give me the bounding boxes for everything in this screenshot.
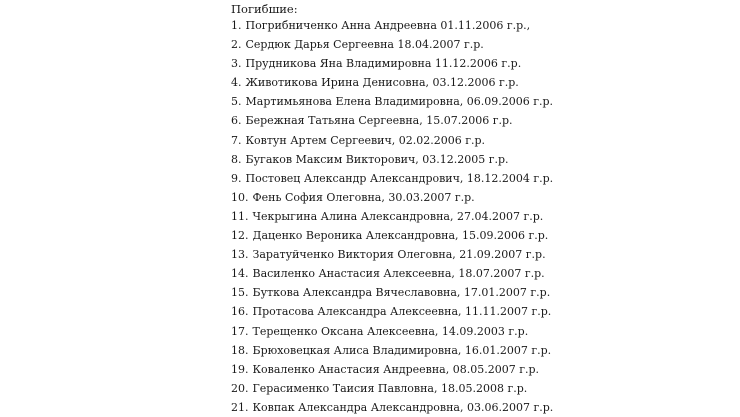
victims-list xyxy=(231,16,711,417)
list-item xyxy=(231,302,711,321)
list-item-text: Чекрыгина Алина Александровна, 27.04.2007 г.р. xyxy=(252,209,544,223)
list-item xyxy=(231,264,711,283)
list-item-text: Герасименко Таисия Павловна, 18.05.2008 г.р. xyxy=(252,381,528,395)
list-item-text: Ковтун Артем Сергеевич, 02.02.2006 г.р. xyxy=(245,133,486,147)
list-item xyxy=(231,92,711,111)
list-item-number: 19. xyxy=(231,362,249,376)
list-item-text: Даценко Вероника Александровна, 15.09.2006 г.р. xyxy=(252,229,549,243)
list-item-number: 5. xyxy=(231,95,242,109)
list-item xyxy=(231,360,711,379)
document-body xyxy=(231,2,711,417)
list-item xyxy=(231,341,711,360)
list-item-text: Заратуйченко Виктория Олеговна, 21.09.2007 г.р. xyxy=(252,248,546,262)
list-item-number: 6. xyxy=(231,114,242,128)
list-item xyxy=(231,398,711,417)
list-item-number: 8. xyxy=(231,152,242,166)
list-item-text: Ковпак Александра Александровна, 03.06.2007 г.р. xyxy=(252,400,554,414)
list-item-number: 17. xyxy=(231,324,249,338)
list-item-text: Прудникова Яна Владимировна 11.12.2006 г.р. xyxy=(245,57,522,71)
list-item-number: 12. xyxy=(231,229,249,243)
list-item-text: Мартимьянова Елена Владимировна, 06.09.2006 г.р. xyxy=(245,95,554,109)
list-item xyxy=(231,111,711,130)
list-item-text: Фень София Олеговна, 30.03.2007 г.р. xyxy=(252,190,475,204)
list-item xyxy=(231,54,711,73)
list-heading: Погибшие: xyxy=(231,2,298,16)
list-item-number: 20. xyxy=(231,381,249,395)
list-item-number: 3. xyxy=(231,57,242,71)
list-item xyxy=(231,245,711,264)
list-item-number: 16. xyxy=(231,305,249,319)
list-item-number: 18. xyxy=(231,343,249,357)
list-item xyxy=(231,379,711,398)
list-item-number: 14. xyxy=(231,267,249,281)
list-item xyxy=(231,188,711,207)
list-item xyxy=(231,73,711,92)
list-item-text: Терещенко Оксана Алексеевна, 14.09.2003 г.р. xyxy=(252,324,529,338)
list-item xyxy=(231,283,711,302)
list-item-text: Бугаков Максим Викторович, 03.12.2005 г.р. xyxy=(245,152,509,166)
list-item-number: 9. xyxy=(231,171,242,185)
list-item xyxy=(231,226,711,245)
list-item-number: 10. xyxy=(231,190,249,204)
list-item-number: 2. xyxy=(231,38,242,52)
list-item-text: Протасова Александра Алексеевна, 11.11.2007 г.р. xyxy=(252,305,552,319)
list-item-number: 4. xyxy=(231,76,242,90)
list-item-text: Сердюк Дарья Сергеевна 18.04.2007 г.р. xyxy=(245,38,484,52)
list-item-text: Брюховецкая Алиса Владимировна, 16.01.2007 г.р. xyxy=(252,343,552,357)
list-item xyxy=(231,322,711,341)
list-item xyxy=(231,169,711,188)
list-item-text: Буткова Александра Вячеславовна, 17.01.2007 г.р. xyxy=(252,286,551,300)
list-item xyxy=(231,207,711,226)
list-item xyxy=(231,131,711,150)
list-item xyxy=(231,16,711,35)
list-item xyxy=(231,150,711,169)
list-item-number: 7. xyxy=(231,133,242,147)
list-item-text: Погрибниченко Анна Андреевна 01.11.2006 г.р., xyxy=(245,19,531,32)
list-item xyxy=(231,35,711,54)
list-item-number: 15. xyxy=(231,286,249,300)
list-item-number: 21. xyxy=(231,400,249,414)
list-item-number: 11. xyxy=(231,209,249,223)
list-item-text: Животикова Ирина Денисовна, 03.12.2006 г.р. xyxy=(245,76,519,90)
list-item-text: Василенко Анастасия Алексеевна, 18.07.2007 г.р. xyxy=(252,267,545,281)
list-item-number: 13. xyxy=(231,248,249,262)
list-item-text: Коваленко Анастасия Андреевна, 08.05.2007 г.р. xyxy=(252,362,540,376)
list-item-number: 1. xyxy=(231,19,242,32)
list-item-text: Постовец Александр Александрович, 18.12.2004 г.р. xyxy=(245,171,554,185)
list-item-text: Бережная Татьяна Сергеевна, 15.07.2006 г.р. xyxy=(245,114,513,128)
